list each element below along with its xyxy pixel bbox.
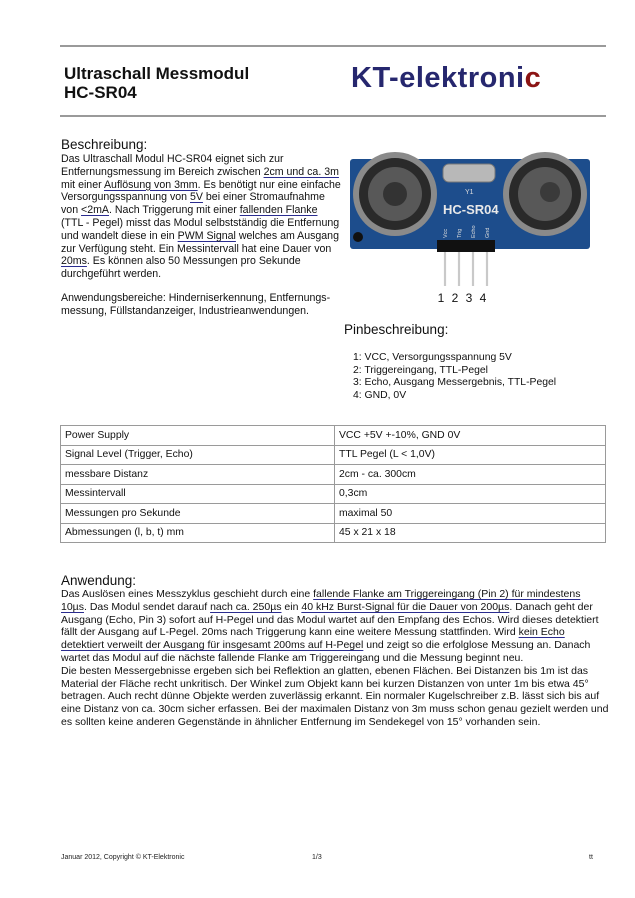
text-run: ein: [281, 600, 302, 613]
underlined-run: 20ms: [61, 255, 87, 268]
title-line-2: HC-SR04: [64, 83, 137, 102]
spec-value: TTL Pegel (L < 1,0V): [335, 445, 606, 465]
page-title: [64, 64, 249, 102]
text-run: welches am Ausgang zur Verfügung steht. Ein Messintervall hat eine Dauer von: [61, 229, 339, 255]
underlined-run: kein Echo detektiert verweilt der Ausgang für insgesamt 200ms auf H-Pegel: [61, 626, 565, 652]
footer-page-number: 1/3: [312, 854, 322, 861]
underlined-run: 40 kHz Burst-Signal für die Dauer von 200µs: [301, 600, 510, 613]
pin-list: [353, 352, 556, 402]
section-heading-beschreibung: Beschreibung:: [61, 137, 148, 152]
spec-value: 45 x 21 x 18: [335, 523, 606, 543]
footer-copyright: Januar 2012, Copyright © KT-Elektronic: [61, 854, 185, 861]
spec-label: Abmessungen (l, b, t) mm: [61, 523, 335, 543]
table-row: [61, 426, 606, 446]
underlined-run: fallende Flanke am Triggereingang (Pin 2) für mindestens 10µs: [61, 588, 581, 613]
text-run: . Das Modul sendet darauf: [83, 600, 211, 613]
table-row: [61, 465, 606, 485]
table-row: [61, 445, 606, 465]
pin-header: [437, 240, 495, 252]
pin-number-1: 1: [437, 291, 445, 304]
pin-label-trig: Trig: [457, 228, 463, 238]
pin-item: 2: Triggereingang, TTL-Pegel: [353, 364, 488, 376]
text-run: und zeigt so die erfolglose Messung an. Danach wartet das Modul auf die nächste fallende Flanke am Triggereingang und die Messung beginnt neu.: [61, 639, 591, 664]
underlined-run: <2mA: [81, 204, 110, 217]
footer-initials: tt: [589, 854, 593, 861]
pin-number-3: 3: [465, 291, 473, 304]
crystal-label: Y1: [465, 189, 474, 196]
pin-item: 1: VCC, Versorgungsspannung 5V: [353, 352, 512, 363]
text-run: . Nach Triggerung mit einer: [109, 204, 240, 217]
spec-value: maximal 50: [335, 504, 606, 524]
spec-label: Signal Level (Trigger, Echo): [61, 445, 335, 465]
logo-accent: c: [524, 62, 542, 94]
text-run: bei einer Stromaufnahme von: [61, 191, 325, 217]
pin-item: 4: GND, 0V: [353, 389, 407, 401]
text-run: mit einer: [61, 178, 104, 191]
beschreibung-text: [61, 153, 341, 281]
transducer-left: [353, 152, 437, 236]
hc-sr04-module-image: [345, 134, 595, 304]
anwendung-paragraph-2: Die besten Messergebnisse ergeben sich bei Reflektion an glatten, ebenen Flächen. Bei Distanzen bis 1m ist das Material der Fläche recht unkritisch. Der Winkel zum Objekt kann bei kurzen Distanzen von unter 1m bis etwa 45° betragen. Auch recht dünne Objekte werden zuverlässig erkannt. Ein normaler Kugelschreiber z.B. lässt sich bis auf eine Distanz von ca. 30cm sicher erfassen. Bei der maximalen Distanz von 3m muss schon genau gezielt werden und es sollten keine anderen Gegenstände in ähnlicher Entfernung im Sendekegel von 15° vorhanden sein.: [61, 664, 609, 728]
pin-label-gnd: Gnd: [485, 227, 491, 238]
spec-label: Messintervall: [61, 484, 335, 504]
spec-label: messbare Distanz: [61, 465, 335, 485]
anwendung-text: [61, 588, 609, 729]
crystal-icon: [443, 164, 495, 182]
text-run: (TTL - Pegel) misst das Modul selbstständig die Entfernung und wandelt diese in ein: [61, 216, 340, 242]
table-row: [61, 484, 606, 504]
spec-label: Messungen pro Sekunde: [61, 504, 335, 524]
title-line-1: Ultraschall Messmodul: [64, 64, 250, 83]
spec-value: 0,3cm: [335, 484, 606, 504]
company-logo: [351, 62, 541, 95]
underlined-run: 5V: [190, 191, 203, 204]
underlined-run: nach ca. 250µs: [210, 600, 282, 613]
underlined-run: PWM Signal: [177, 229, 236, 242]
pin-item: 3: Echo, Ausgang Messergebnis, TTL-Pegel: [353, 377, 557, 389]
spec-value: VCC +5V +-10%, GND 0V: [335, 426, 606, 446]
mounting-hole: [353, 232, 363, 242]
pins: [445, 252, 487, 286]
pin-label-echo: Echo: [471, 225, 477, 238]
text-run: . Es benötigt nur eine einfache Versorgungsspannung von: [61, 178, 341, 204]
spec-label: Power Supply: [61, 426, 335, 446]
pin-number-2: 2: [451, 291, 459, 304]
text-run: . Es können also 50 Messungen pro Sekunde durchgeführt werden.: [61, 255, 301, 281]
pin-label-vcc: Vcc: [443, 228, 449, 238]
spec-table: [60, 425, 606, 543]
underlined-run: 2cm und ca. 3m: [263, 165, 339, 178]
pin-number-4: 4: [479, 291, 487, 304]
text-run: Das Ultraschall Modul HC-SR04 eignet sich zur Entfernungsmessung im Bereich zwischen: [61, 153, 284, 178]
text-run: . Danach geht der Ausgang (Echo, Pin 3) sofort auf H-Pegel und das Modul wartet auf den Empfang des Echos. Wird dieses detektiert fällt der Ausgang auf L-Pegel. 20ms nach Triggerung kann eine weitere Messung stattfinden. Wird: [61, 600, 599, 639]
section-heading-anwendung: Anwendung:: [61, 573, 137, 588]
section-heading-pinbeschreibung: Pinbeschreibung:: [344, 322, 449, 337]
transducer-right: [503, 152, 587, 236]
underlined-run: Auflösung von 3mm: [103, 178, 198, 191]
header-top-rule: [60, 45, 606, 47]
header-bottom-rule: [60, 115, 606, 117]
module-label: HC-SR04: [443, 202, 499, 217]
applications-text: Anwendungsbereiche: Hinderniserkennung, Entfernungs-messung, Füllstandanzeiger, Industrieanwendungen.: [61, 292, 331, 317]
logo-text: KT-elektroni: [351, 62, 525, 94]
spec-value: 2cm - ca. 300cm: [335, 465, 606, 485]
table-row: [61, 504, 606, 524]
text-run: Das Auslösen eines Messzyklus geschieht durch eine: [61, 588, 314, 600]
table-row: [61, 523, 606, 543]
underlined-run: fallenden Flanke: [239, 204, 318, 217]
